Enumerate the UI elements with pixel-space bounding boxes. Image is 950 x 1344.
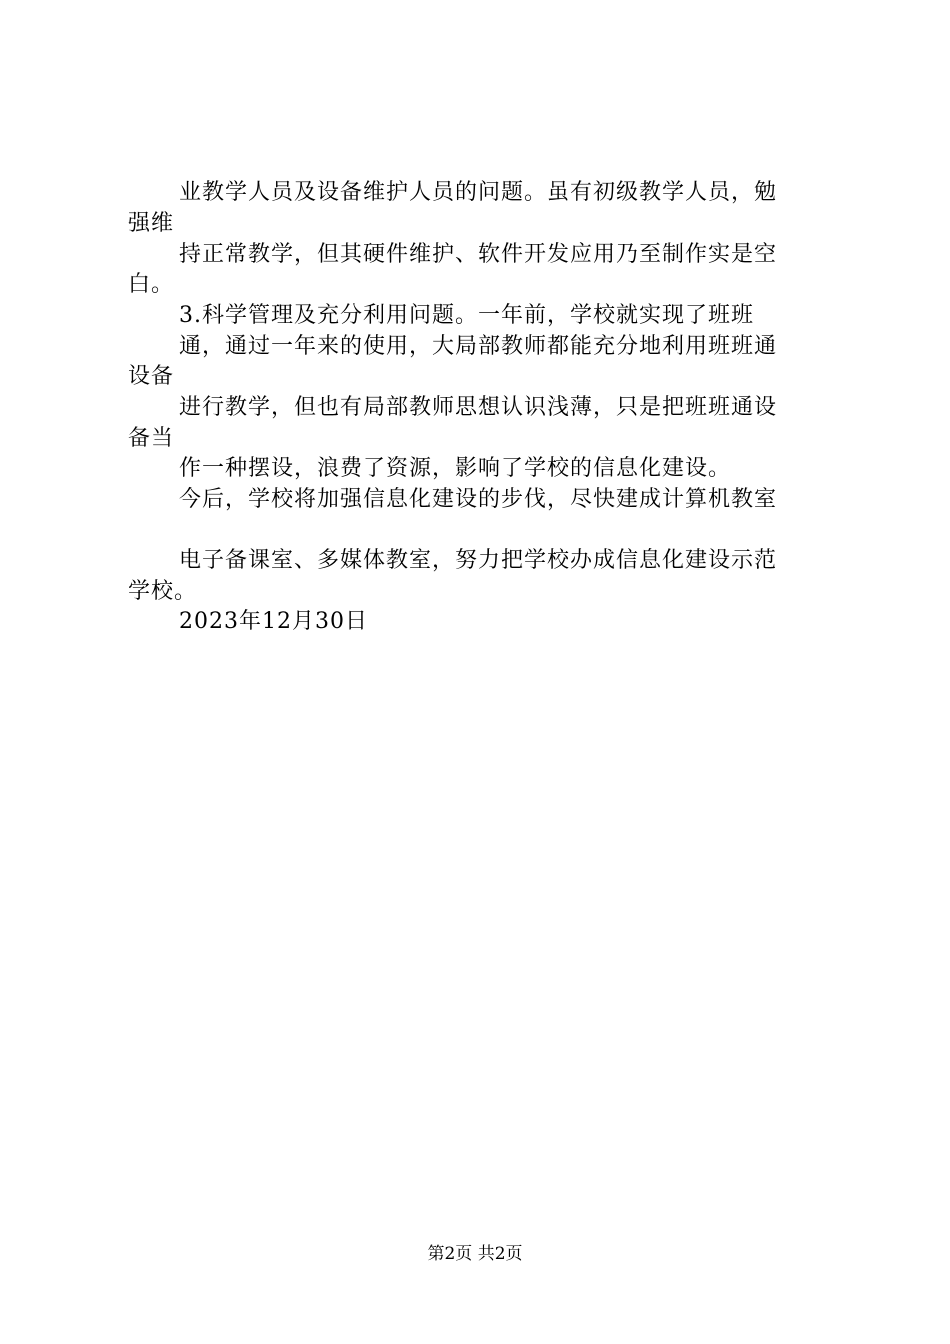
paragraph-line: 备当	[128, 426, 175, 451]
paragraph-line: 作一种摆设，浪费了资源，影响了学校的信息化建设。	[179, 456, 732, 481]
page-footer: 第2页 共2页	[427, 1244, 523, 1264]
paragraph-line: 学校。	[128, 579, 198, 604]
paragraph-line: 进行教学，但也有局部教师思想认识浅薄，只是把班班通设	[179, 395, 778, 420]
paragraph-line: 业教学人员及设备维护人员的问题。虽有初级教学人员，勉	[179, 180, 778, 205]
paragraph-line: 强维	[128, 211, 175, 236]
paragraph-line: 持正常教学，但其硬件维护、软件开发应用乃至制作实是空	[179, 242, 778, 267]
paragraph-line: 设备	[128, 364, 175, 389]
paragraph-line: 3.科学管理及充分利用问题。一年前，学校就实现了班班	[179, 303, 754, 328]
paragraph-line: 今后，学校将加强信息化建设的步伐，尽快建成计算机教室	[179, 487, 778, 512]
paragraph-line: 通，通过一年来的使用，大局部教师都能充分地利用班班通	[179, 334, 778, 359]
paragraph-line: 白。	[128, 272, 175, 297]
date-line: 2023年12月30日	[179, 609, 368, 634]
paragraph-line: 电子备课室、多媒体教室，努力把学校办成信息化建设示范	[179, 548, 778, 573]
